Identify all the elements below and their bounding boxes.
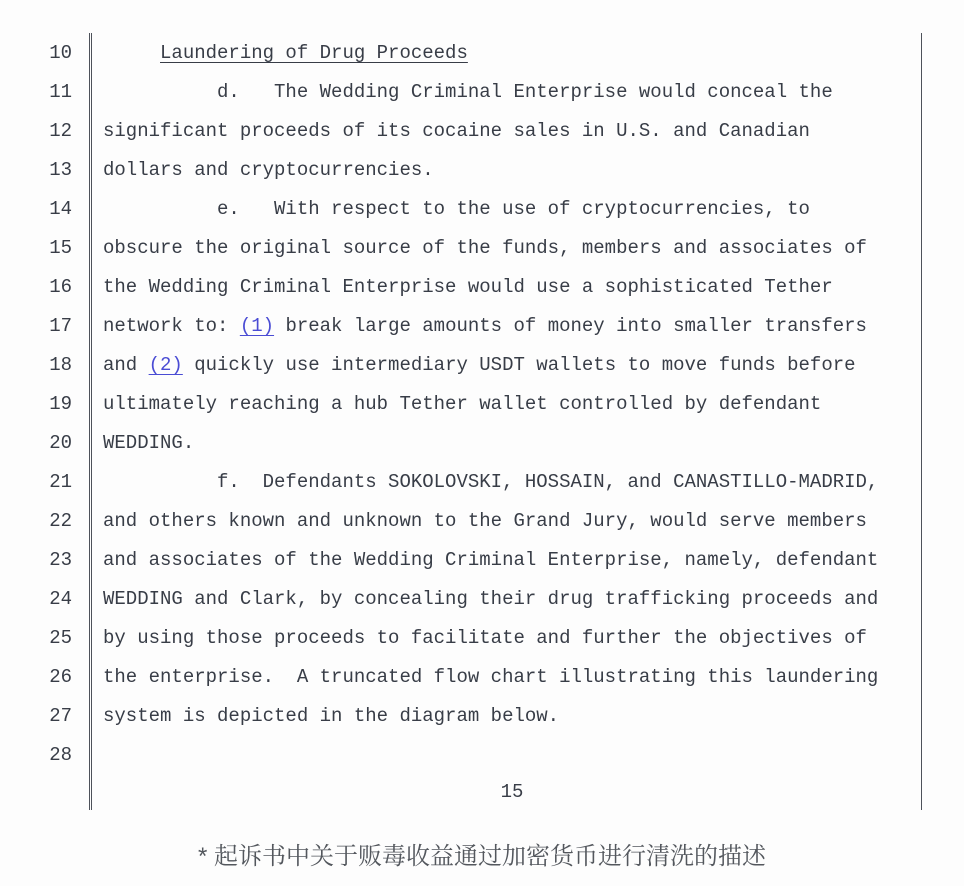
text-segment: WEDDING. [103,431,195,454]
document-line [0,72,964,111]
line-number: 25 [49,626,72,649]
line-number: 16 [49,275,72,298]
text-segment: system is depicted in the diagram below. [103,704,560,727]
document-line [0,657,964,696]
line-text [72,666,878,688]
line-text [72,237,867,259]
line-text [72,705,559,727]
text-segment: dollars and cryptocurrencies. [103,158,434,181]
document-line [0,150,964,189]
line-number: 23 [49,548,72,571]
court-document [0,33,964,810]
text-segment: WEDDING and Clark, by concealing their drug trafficking proceeds and [103,587,879,610]
document-line [0,267,964,306]
line-number: 27 [49,704,72,727]
text-segment: the enterprise. A truncated flow chart illustrating this laundering [103,665,879,688]
text-segment: break large amounts of money into smaller transfers [274,314,867,337]
footnote-link[interactable]: (1) [239,314,275,337]
line-text [72,588,878,610]
section-heading: Laundering of Drug Proceeds [160,41,468,64]
line-text [72,393,821,415]
document-line [0,189,964,228]
text-segment: ultimately reaching a hub Tether wallet controlled by defendant [103,392,822,415]
line-number: 26 [49,665,72,688]
text-segment: d. The Wedding Criminal Enterprise would conceal the [103,80,833,103]
document-line [0,345,964,384]
line-number: 22 [49,509,72,532]
line-text [72,276,833,298]
document-line [0,111,964,150]
text-segment: and associates of the Wedding Criminal Enterprise, namely, defendant [103,548,879,571]
line-text [72,432,194,454]
line-text [72,120,810,142]
line-text [72,471,878,493]
line-number: 21 [49,470,72,493]
line-number: 15 [49,236,72,259]
line-number: 18 [49,353,72,376]
document-line [0,579,964,618]
line-text [72,315,867,337]
text-segment: e. With respect to the use of cryptocurrencies, to [103,197,810,220]
document-line [0,228,964,267]
image-caption: * 起诉书中关于贩毒收益通过加密货币进行清洗的描述 [197,843,766,870]
line-text [72,198,810,220]
text-segment: f. Defendants SOKOLOVSKI, HOSSAIN, and CANASTILLO-MADRID, [103,470,879,493]
line-text [72,42,468,64]
line-number: 24 [49,587,72,610]
text-segment: the Wedding Criminal Enterprise would use a sophisticated Tether [103,275,833,298]
document-line [0,306,964,345]
footnote-link[interactable]: (2) [148,353,183,376]
document-lines [0,33,964,774]
line-text [72,81,833,103]
document-line [0,540,964,579]
document-line [0,423,964,462]
line-number: 17 [49,314,72,337]
text-segment: network to: [103,314,240,337]
line-number: 13 [49,158,72,181]
text-segment [103,42,160,64]
document-line [0,618,964,657]
document-line [0,735,964,774]
line-number: 11 [49,80,72,103]
text-segment: significant proceeds of its cocaine sales in U.S. and Canadian [103,119,810,142]
line-text [72,549,878,571]
line-text [72,354,856,376]
text-segment: by using those proceeds to facilitate and further the objectives of [103,626,867,649]
document-line [0,33,964,72]
line-text [72,159,434,181]
line-number: 12 [49,119,72,142]
line-number: 14 [49,197,72,220]
line-number: 19 [49,392,72,415]
document-line [0,696,964,735]
text-segment: quickly use intermediary USDT wallets to move funds before [182,353,856,376]
document-line [0,462,964,501]
line-text [72,510,867,532]
document-line [0,384,964,423]
line-number: 10 [49,41,72,64]
page-number: 15 [500,781,524,803]
document-line [0,501,964,540]
text-segment: obscure the original source of the funds, members and associates of [103,236,867,259]
text-segment: and others known and unknown to the Grand Jury, would serve members [103,509,867,532]
text-segment: and [103,353,149,376]
line-number: 20 [49,431,72,454]
line-text [72,627,867,649]
line-number: 28 [49,743,72,766]
